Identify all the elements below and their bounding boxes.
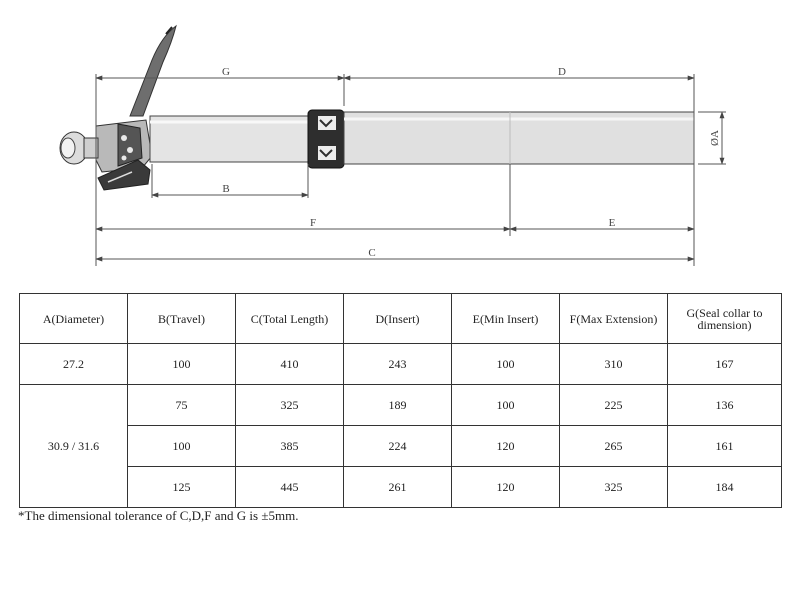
cell-insert: 224 [344,426,452,467]
cell-insert: 261 [344,467,452,508]
cell-min-insert: 120 [452,467,560,508]
header-travel: B(Travel) [128,294,236,344]
cell-min-insert: 120 [452,426,560,467]
cell-diameter: 27.2 [20,344,128,385]
dimension-spec-table [19,293,782,508]
cell-min-insert: 100 [452,344,560,385]
remote-lever [130,26,176,116]
header-diameter: A(Diameter) [20,294,128,344]
table-header-row [20,294,782,344]
header-seal-collar: G(Seal collar to dimension) [668,294,782,344]
table-row [20,344,782,385]
cell-min-insert: 100 [452,385,560,426]
cell-seal-collar: 136 [668,385,782,426]
dimension-lines [96,74,726,266]
label-b: B [222,183,230,195]
seatpost-illustration [60,26,694,190]
cell-seal-collar: 184 [668,467,782,508]
label-e: E [608,217,616,229]
header-max-extension: F(Max Extension) [560,294,668,344]
cell-seal-collar: 167 [668,344,782,385]
cell-max-extension: 265 [560,426,668,467]
cell-travel: 75 [128,385,236,426]
cell-insert: 243 [344,344,452,385]
cell-seal-collar: 161 [668,426,782,467]
header-insert: D(Insert) [344,294,452,344]
cell-max-extension: 225 [560,385,668,426]
label-c: C [368,247,376,259]
cell-total-length: 325 [236,385,344,426]
table-row [20,385,782,426]
table-row [20,426,782,467]
label-a: ØA [709,130,721,146]
cell-total-length: 385 [236,426,344,467]
cell-travel: 100 [128,344,236,385]
tolerance-note: *The dimensional tolerance of C,D,F and G is ±5mm. [18,508,299,523]
header-total-length: C(Total Length) [236,294,344,344]
label-d: D [558,66,566,78]
cell-travel: 125 [128,467,236,508]
label-g: G [222,66,230,78]
cell-total-length: 410 [236,344,344,385]
cell-max-extension: 310 [560,344,668,385]
cell-diameter: 30.9 / 31.6 [20,385,128,508]
cell-max-extension: 325 [560,467,668,508]
table-row [20,467,782,508]
label-f: F [309,217,317,229]
header-min-insert: E(Min Insert) [452,294,560,344]
cell-travel: 100 [128,426,236,467]
cell-total-length: 445 [236,467,344,508]
seatpost-dimension-drawing [0,0,800,280]
cell-insert: 189 [344,385,452,426]
